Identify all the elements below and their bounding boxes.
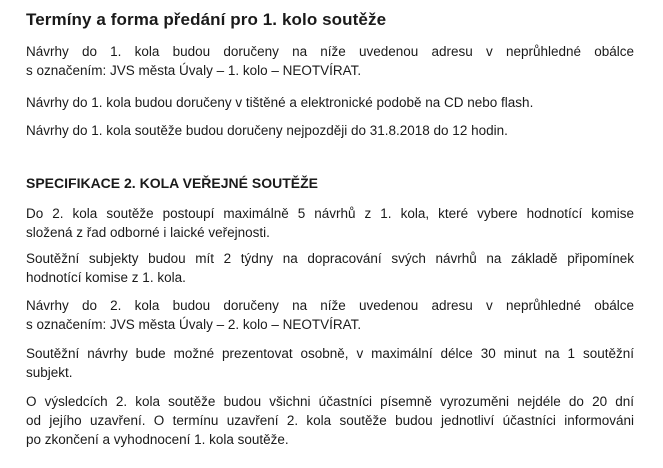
section-2-paragraph-1 (26, 204, 634, 242)
paragraph-line: Návrhy do 1. kola budou doručeny na níže uvedenou adresu v neprůhledné obálce (26, 44, 634, 59)
paragraph-line: Soutěžní subjekty budou mít 2 týdny na dopracování svých návrhů na základě připomínek (26, 251, 634, 266)
section-1-heading: Termíny a forma předání pro 1. kolo soutěže (26, 10, 387, 29)
paragraph-line: Soutěžní návrhy bude možné prezentovat osobně, v maximální délce 30 minut na 1 soutěžní (26, 346, 634, 361)
section-2-heading: SPECIFIKACE 2. KOLA VEŘEJNÉ SOUTĚŽE (26, 175, 318, 191)
section-2-paragraph-3 (26, 296, 634, 334)
paragraph-line: Do 2. kola soutěže postoupí maximálně 5 návrhů z 1. kola, které vybere hodnotící komise (26, 206, 634, 221)
paragraph-line: složená z řad odborné i laické veřejnosti. (26, 225, 270, 240)
section-1-paragraph-1 (26, 42, 634, 80)
paragraph-line: s označením: JVS města Úvaly – 1. kolo – NEOTVÍRAT. (26, 63, 362, 78)
paragraph-line: Návrhy do 1. kola soutěže budou doručeny nejpozději do 31.8.2018 do 12 hodin. (26, 123, 508, 138)
paragraph-line: Návrhy do 2. kola budou doručeny na níže uvedenou adresu v neprůhledné obálce (26, 298, 634, 313)
paragraph-line: O výsledcích 2. kola soutěže budou všichni účastníci písemně vyrozuměni nejdéle do 20 dní (26, 394, 634, 409)
section-1-paragraph-3 (26, 121, 634, 140)
section-2-paragraph-2 (26, 249, 634, 287)
paragraph-line: Návrhy do 1. kola budou doručeny v tištěné a elektronické podobě na CD nebo flash. (26, 95, 534, 110)
section-2-paragraph-4 (26, 344, 634, 382)
section-1-paragraph-2 (26, 93, 634, 112)
paragraph-line: po zkončení a vyhodnocení 1. kola soutěže. (26, 432, 289, 447)
paragraph-line: s označením: JVS města Úvaly – 2. kolo – NEOTVÍRAT. (26, 317, 362, 332)
paragraph-line: hodnotící komise z 1. kola. (26, 270, 186, 285)
paragraph-line: od jejího uzavření. O termínu uzavření 2. kola soutěže budou jednotliví účastníci informováni (26, 413, 634, 428)
paragraph-line: subjekt. (26, 365, 73, 380)
section-2-paragraph-5 (26, 392, 634, 449)
